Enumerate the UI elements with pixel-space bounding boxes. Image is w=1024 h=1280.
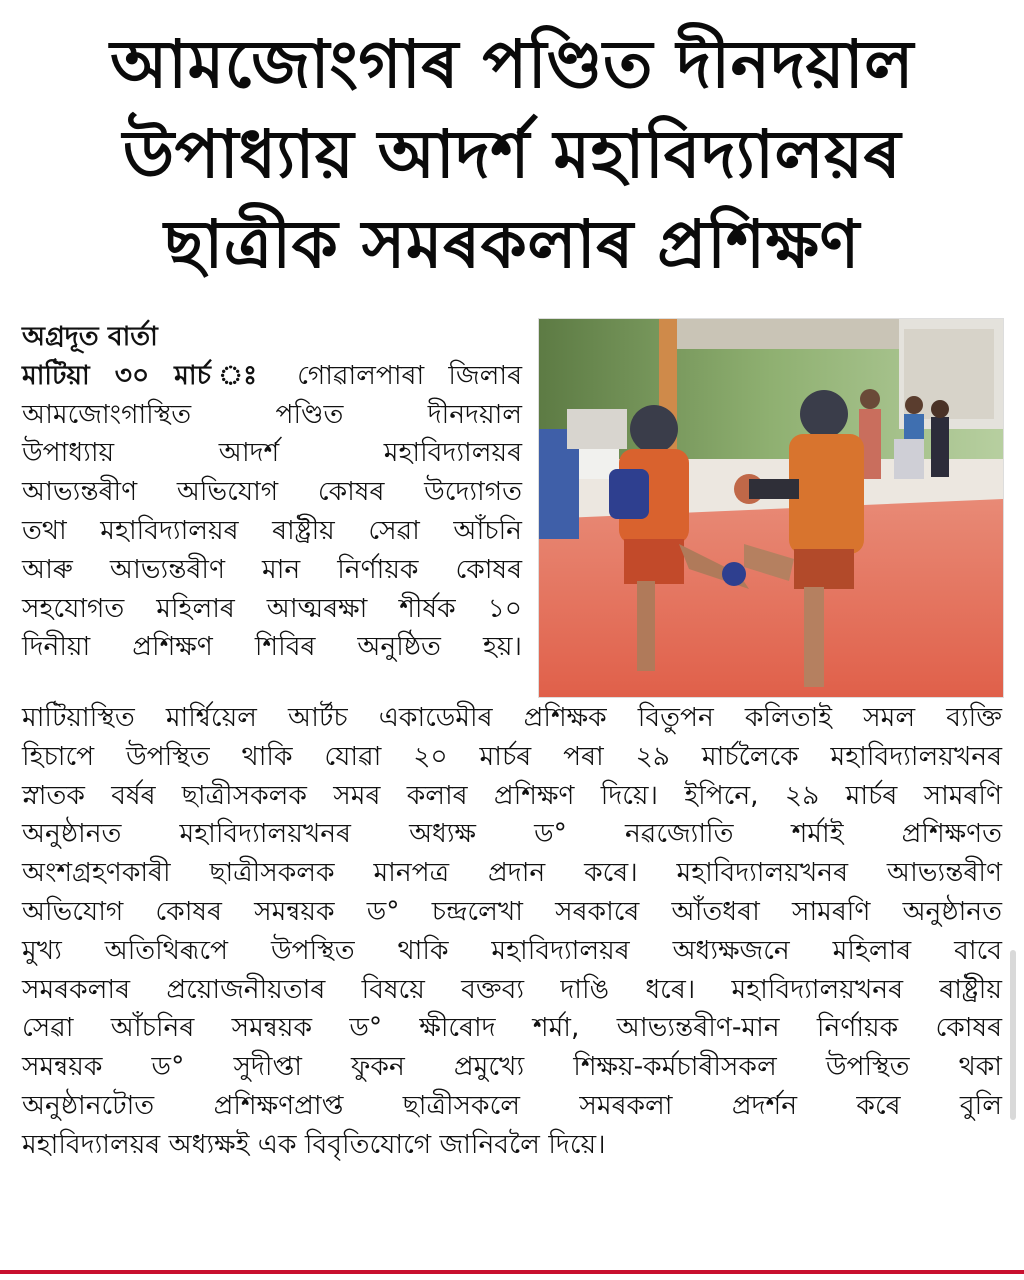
news-photo — [538, 318, 1004, 698]
intro-line: আৰু আভ্যন্তৰীণ মান নিৰ্ণায়ক কোষৰ — [22, 553, 522, 585]
body-line: মাটিয়াস্থিত মাৰ্শ্বিয়েল আৰ্টচ একাডেমীৰ প্ৰশিক্ষক বিতুপন কলিতাই সমল ব্যক্তি — [22, 702, 1002, 733]
body-line: হিচাপে উপস্থিত থাকি যোৱা ২০ মাৰ্চৰ পৰা ২৯ মাৰ্চলৈকে মহাবিদ্যালয়খনৰ — [22, 740, 1002, 772]
body-line: অংশগ্ৰহণকাৰী ছাত্ৰীসকলক মানপত্ৰ প্ৰদান কৰে। মহাবিদ্যালয়খনৰ আভ্যন্তৰীণ — [22, 857, 1002, 889]
body-line: অনুষ্ঠানত মহাবিদ্যালয়খনৰ অধ্যক্ষ ড° নৱজ্যোতি শৰ্মাই প্ৰশিক্ষণত — [22, 818, 1002, 850]
headline-line: আমজোংগাৰ পণ্ডিত দীনদয়াল — [110, 26, 914, 103]
dateline-line — [22, 357, 522, 396]
martial-arts-photo-illustration — [539, 319, 1003, 697]
intro-line: গোৱালপাৰা জিলাৰ — [297, 359, 522, 391]
headline-line: ছাত্ৰীক সমৰকলাৰ প্ৰশিক্ষণ — [164, 206, 860, 283]
body-line: সেৱা আঁচনিৰ সমন্বয়ক ড° ক্ষীৰোদ শৰ্মা, আভ্যন্তৰীণ-মান নিৰ্ণায়ক কোষৰ — [22, 1012, 1002, 1044]
byline: অগ্ৰদূত বাৰ্তা — [22, 321, 158, 352]
body-line: মহাবিদ্যালয়ৰ অধ্যক্ষই এক বিবৃতিযোগে জানিবলৈ দিয়ে। — [22, 1128, 606, 1160]
body-line: মুখ্য অতিথিৰূপে উপস্থিত থাকি মহাবিদ্যালয়ৰ অধ্যক্ষজনে মহিলাৰ বাবে — [22, 934, 1002, 966]
bottom-divider — [0, 1270, 1024, 1274]
article-intro-column — [22, 318, 522, 667]
intro-line: উপাধ্যায় আদৰ্শ মহাবিদ্যালয়ৰ — [22, 437, 522, 469]
intro-line: তথা মহাবিদ্যালয়ৰ ৰাষ্ট্ৰীয় সেৱা আঁচনি — [22, 514, 522, 546]
article-body — [22, 699, 1002, 1165]
intro-line: দিনীয়া প্ৰশিক্ষণ শিবিৰ অনুষ্ঠিত হয়। — [22, 631, 522, 663]
scrollbar[interactable] — [1010, 950, 1016, 1120]
intro-line: আমজোংগাস্থিত পণ্ডিত দীনদয়াল — [22, 398, 522, 430]
body-line: অনুষ্ঠানটোত প্ৰশিক্ষণপ্ৰাপ্ত ছাত্ৰীসকলে সমৰকলা প্ৰদৰ্শন কৰে বুলি — [22, 1089, 1002, 1121]
body-line: সমৰকলাৰ প্ৰয়োজনীয়তাৰ বিষয়ে বক্তব্য দাঙি ধৰে। মহাবিদ্যালয়খনৰ ৰাষ্ট্ৰীয় — [22, 973, 1002, 1005]
headline-line: উপাধ্যায় আদৰ্শ মহাবিদ্যালয়ৰ — [122, 116, 902, 193]
body-line: স্নাতক বৰ্ষৰ ছাত্ৰীসকলক সমৰ কলাৰ প্ৰশিক্ষণ দিয়ে। ইপিনে, ২৯ মাৰ্চৰ সামৰণি — [22, 779, 1002, 811]
dateline: মাটিয়া ৩০ মাৰ্চ ঃ — [22, 359, 273, 391]
body-line: সমন্বয়ক ড° সুদীপ্তা ফুকন প্ৰমুখ্যে শিক্ষয়-কৰ্মচাৰীসকল উপস্থিত থকা — [22, 1051, 1002, 1083]
intro-line: সহযোগত মহিলাৰ আত্মৰক্ষা শীৰ্ষক ১০ — [22, 592, 522, 624]
headline — [20, 20, 1004, 290]
intro-line: আভ্যন্তৰীণ অভিযোগ কোষৰ উদ্যোগত — [22, 476, 522, 508]
body-line: অভিযোগ কোষৰ সমন্বয়ক ড° চন্দ্ৰলেখা সৰকাৰে আঁতধৰা সামৰণি অনুষ্ঠানত — [22, 895, 1002, 927]
